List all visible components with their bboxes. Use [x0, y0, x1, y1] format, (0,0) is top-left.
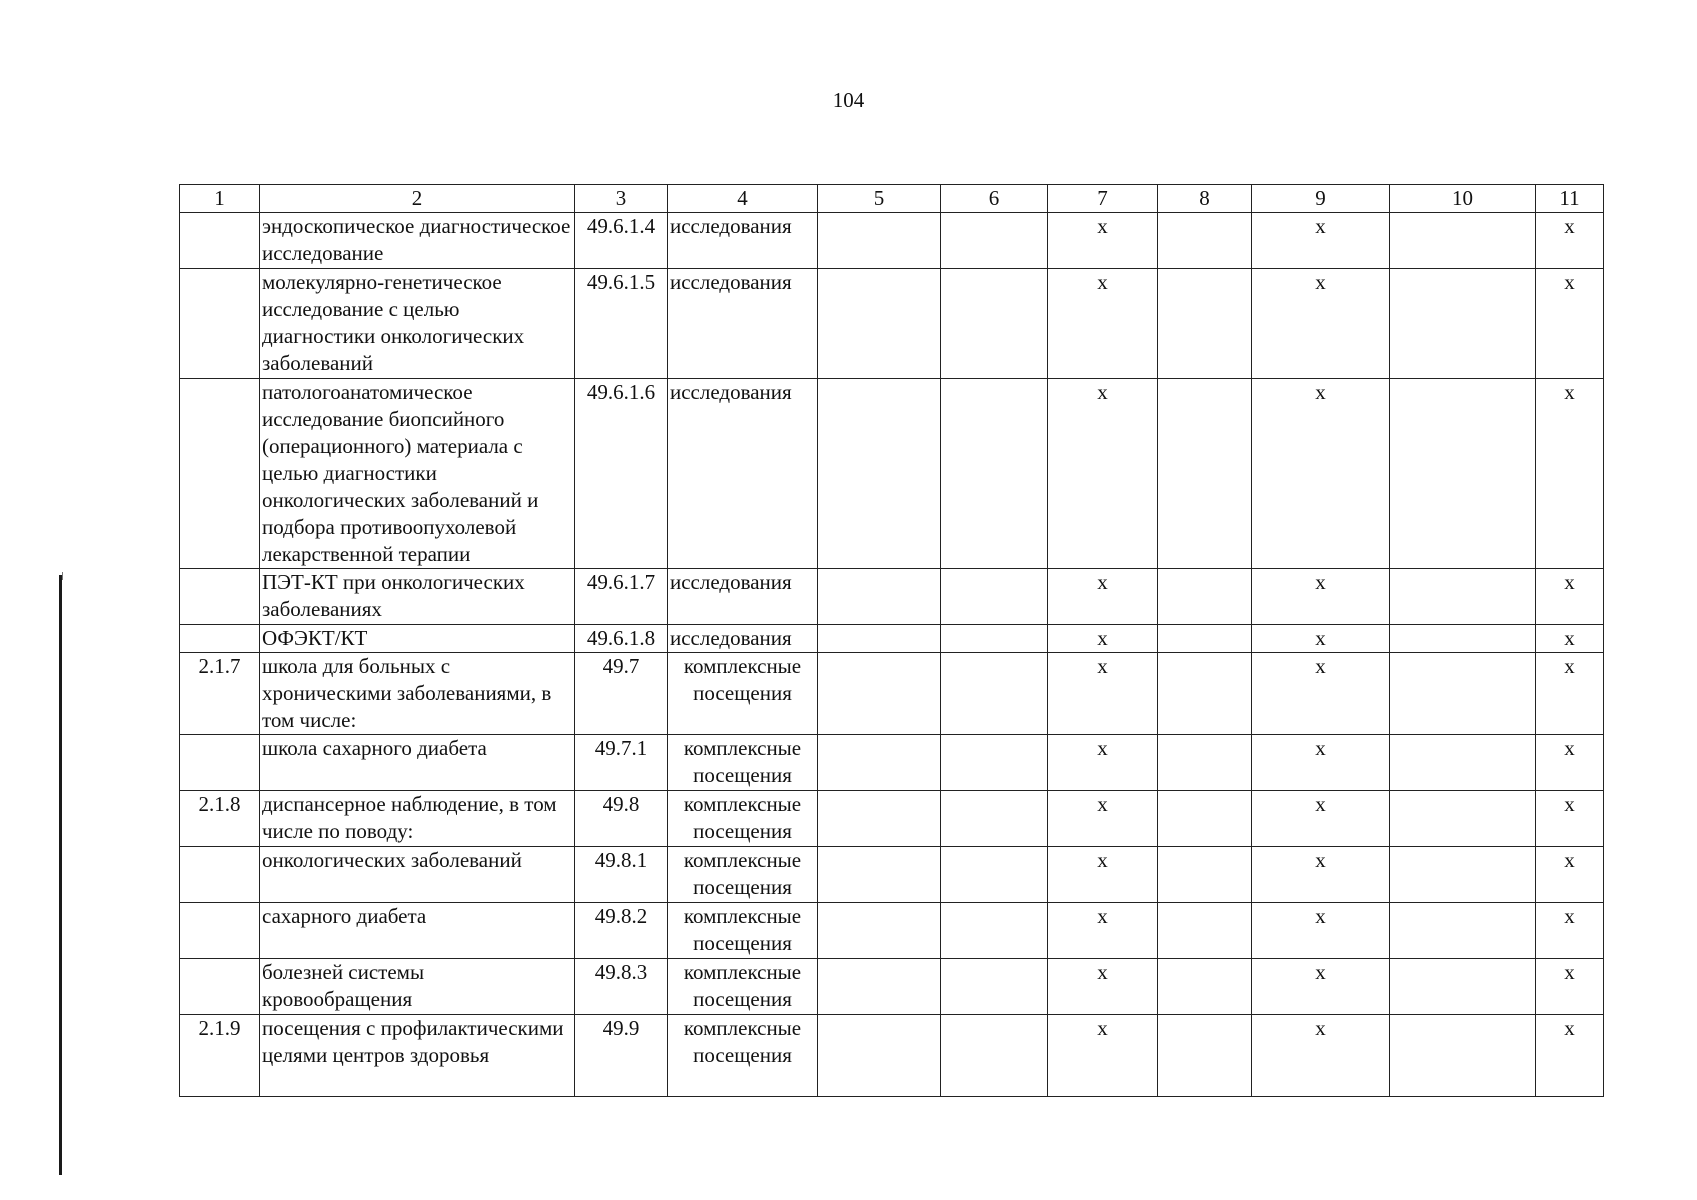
row-col5-cell [818, 269, 941, 379]
row-code-cell: 49.6.1.8 [575, 625, 668, 653]
row-col10-cell [1390, 1015, 1536, 1097]
margin-mark [62, 572, 63, 580]
row-number-cell [180, 625, 260, 653]
table-row [180, 653, 1604, 735]
row-col9-cell: х [1252, 213, 1390, 269]
row-col5-cell [818, 379, 941, 569]
row-name-cell: онкологических заболеваний [260, 847, 575, 903]
row-col8-cell [1158, 735, 1252, 791]
row-col11-cell: х [1536, 847, 1604, 903]
row-col11-cell: х [1536, 1015, 1604, 1097]
row-code-cell: 49.7.1 [575, 735, 668, 791]
row-name-cell: ПЭТ-КТ при онкологических заболеваниях [260, 569, 575, 625]
row-col6-cell [941, 1015, 1048, 1097]
row-name-cell: молекулярно-генетическое исследование с целью диагностики онкологических заболеваний [260, 269, 575, 379]
row-col8-cell [1158, 1015, 1252, 1097]
row-col7-cell: х [1048, 625, 1158, 653]
page-number: 104 [832, 88, 865, 112]
row-col8-cell [1158, 903, 1252, 959]
row-number-cell [180, 379, 260, 569]
row-col6-cell [941, 379, 1048, 569]
row-name-cell: ОФЭКТ/КТ [260, 625, 575, 653]
row-unit-cell: исследования [668, 625, 818, 653]
row-number-cell: 2.1.8 [180, 791, 260, 847]
row-col9-cell: х [1252, 791, 1390, 847]
row-name-cell: патологоанатомическое исследование биопсийного (операционного) материала с целью диагностики онкологических заболеваний и подбора противоопухолевой лекарственной терапии [260, 379, 575, 569]
header-cell: 9 [1252, 185, 1390, 213]
row-unit-cell: комплексные посещения [668, 653, 818, 735]
row-col6-cell [941, 269, 1048, 379]
row-unit-cell: комплексные посещения [668, 1015, 818, 1097]
row-code-cell: 49.7 [575, 653, 668, 735]
row-col5-cell [818, 735, 941, 791]
row-col10-cell [1390, 379, 1536, 569]
row-col6-cell [941, 653, 1048, 735]
row-number-cell [180, 735, 260, 791]
row-number-cell [180, 959, 260, 1015]
row-name-cell: школа для больных с хроническими заболеваниями, в том числе: [260, 653, 575, 735]
data-table [179, 184, 1604, 1097]
row-col5-cell [818, 791, 941, 847]
table-row [180, 213, 1604, 269]
row-col6-cell [941, 569, 1048, 625]
row-col7-cell: х [1048, 569, 1158, 625]
row-unit-cell: комплексные посещения [668, 735, 818, 791]
row-col6-cell [941, 959, 1048, 1015]
row-unit-cell: исследования [668, 213, 818, 269]
row-col7-cell: х [1048, 959, 1158, 1015]
header-cell: 4 [668, 185, 818, 213]
row-number-cell [180, 213, 260, 269]
row-col9-cell: х [1252, 269, 1390, 379]
row-col9-cell: х [1252, 569, 1390, 625]
row-col11-cell: х [1536, 735, 1604, 791]
row-col11-cell: х [1536, 903, 1604, 959]
row-code-cell: 49.6.1.4 [575, 213, 668, 269]
row-number-cell [180, 569, 260, 625]
row-name-cell: сахарного диабета [260, 903, 575, 959]
row-col5-cell [818, 213, 941, 269]
row-col11-cell: х [1536, 791, 1604, 847]
row-unit-cell: исследования [668, 269, 818, 379]
row-name-cell: посещения с профилактическими целями центров здоровья [260, 1015, 575, 1097]
row-col7-cell: х [1048, 213, 1158, 269]
row-name-cell: диспансерное наблюдение, в том числе по поводу: [260, 791, 575, 847]
row-col9-cell: х [1252, 625, 1390, 653]
row-col9-cell: х [1252, 379, 1390, 569]
row-col9-cell: х [1252, 847, 1390, 903]
row-col5-cell [818, 653, 941, 735]
row-col5-cell [818, 903, 941, 959]
row-name-cell: эндоскопическое диагностическое исследование [260, 213, 575, 269]
row-col5-cell [818, 959, 941, 1015]
row-unit-cell: комплексные посещения [668, 791, 818, 847]
row-col5-cell [818, 625, 941, 653]
header-cell: 7 [1048, 185, 1158, 213]
row-col7-cell: х [1048, 847, 1158, 903]
row-col8-cell [1158, 847, 1252, 903]
row-col8-cell [1158, 653, 1252, 735]
row-col8-cell [1158, 213, 1252, 269]
row-col5-cell [818, 1015, 941, 1097]
row-col5-cell [818, 569, 941, 625]
row-col7-cell: х [1048, 379, 1158, 569]
row-col11-cell: х [1536, 959, 1604, 1015]
row-col10-cell [1390, 959, 1536, 1015]
header-cell: 3 [575, 185, 668, 213]
row-col8-cell [1158, 959, 1252, 1015]
table-row [180, 959, 1604, 1015]
row-col10-cell [1390, 653, 1536, 735]
row-col6-cell [941, 735, 1048, 791]
row-col8-cell [1158, 625, 1252, 653]
margin-line [59, 575, 62, 1175]
row-col9-cell: х [1252, 735, 1390, 791]
row-col6-cell [941, 847, 1048, 903]
header-cell: 8 [1158, 185, 1252, 213]
row-unit-cell: исследования [668, 569, 818, 625]
row-col9-cell: х [1252, 653, 1390, 735]
table-header [180, 185, 1604, 213]
row-code-cell: 49.9 [575, 1015, 668, 1097]
row-col6-cell [941, 903, 1048, 959]
row-code-cell: 49.8.1 [575, 847, 668, 903]
row-col11-cell: х [1536, 569, 1604, 625]
row-col6-cell [941, 213, 1048, 269]
row-col8-cell [1158, 791, 1252, 847]
table-body [180, 213, 1604, 1097]
row-name-cell: болезней системы кровообращения [260, 959, 575, 1015]
row-col11-cell: х [1536, 653, 1604, 735]
row-number-cell [180, 903, 260, 959]
table-row [180, 269, 1604, 379]
row-col7-cell: х [1048, 269, 1158, 379]
row-col9-cell: х [1252, 959, 1390, 1015]
header-cell: 6 [941, 185, 1048, 213]
table-row [180, 903, 1604, 959]
row-col10-cell [1390, 269, 1536, 379]
row-col7-cell: х [1048, 735, 1158, 791]
table-row [180, 625, 1604, 653]
row-col7-cell: х [1048, 903, 1158, 959]
header-cell: 10 [1390, 185, 1536, 213]
table-row [180, 735, 1604, 791]
row-col7-cell: х [1048, 653, 1158, 735]
row-number-cell [180, 847, 260, 903]
row-unit-cell: исследования [668, 379, 818, 569]
row-number-cell [180, 269, 260, 379]
row-col10-cell [1390, 213, 1536, 269]
row-col7-cell: х [1048, 1015, 1158, 1097]
row-col10-cell [1390, 791, 1536, 847]
row-code-cell: 49.6.1.7 [575, 569, 668, 625]
row-col11-cell: х [1536, 625, 1604, 653]
row-code-cell: 49.6.1.5 [575, 269, 668, 379]
table-row [180, 569, 1604, 625]
row-col10-cell [1390, 735, 1536, 791]
row-col7-cell: х [1048, 791, 1158, 847]
row-col8-cell [1158, 269, 1252, 379]
table-row [180, 847, 1604, 903]
row-name-cell: школа сахарного диабета [260, 735, 575, 791]
row-col11-cell: х [1536, 379, 1604, 569]
row-col8-cell [1158, 379, 1252, 569]
row-col9-cell: х [1252, 903, 1390, 959]
header-cell: 5 [818, 185, 941, 213]
row-col6-cell [941, 625, 1048, 653]
row-unit-cell: комплексные посещения [668, 903, 818, 959]
row-col10-cell [1390, 569, 1536, 625]
row-unit-cell: комплексные посещения [668, 847, 818, 903]
row-code-cell: 49.6.1.6 [575, 379, 668, 569]
header-cell: 1 [180, 185, 260, 213]
row-number-cell: 2.1.9 [180, 1015, 260, 1097]
row-col11-cell: х [1536, 213, 1604, 269]
row-col9-cell: х [1252, 1015, 1390, 1097]
row-code-cell: 49.8 [575, 791, 668, 847]
header-cell: 2 [260, 185, 575, 213]
header-row [180, 185, 1604, 213]
row-code-cell: 49.8.3 [575, 959, 668, 1015]
row-col11-cell: х [1536, 269, 1604, 379]
row-code-cell: 49.8.2 [575, 903, 668, 959]
row-col10-cell [1390, 625, 1536, 653]
row-number-cell: 2.1.7 [180, 653, 260, 735]
row-col8-cell [1158, 569, 1252, 625]
header-cell: 11 [1536, 185, 1604, 213]
row-unit-cell: комплексные посещения [668, 959, 818, 1015]
row-col10-cell [1390, 903, 1536, 959]
row-col10-cell [1390, 847, 1536, 903]
table-row [180, 1015, 1604, 1097]
row-col5-cell [818, 847, 941, 903]
table-row [180, 379, 1604, 569]
row-col6-cell [941, 791, 1048, 847]
table-row [180, 791, 1604, 847]
